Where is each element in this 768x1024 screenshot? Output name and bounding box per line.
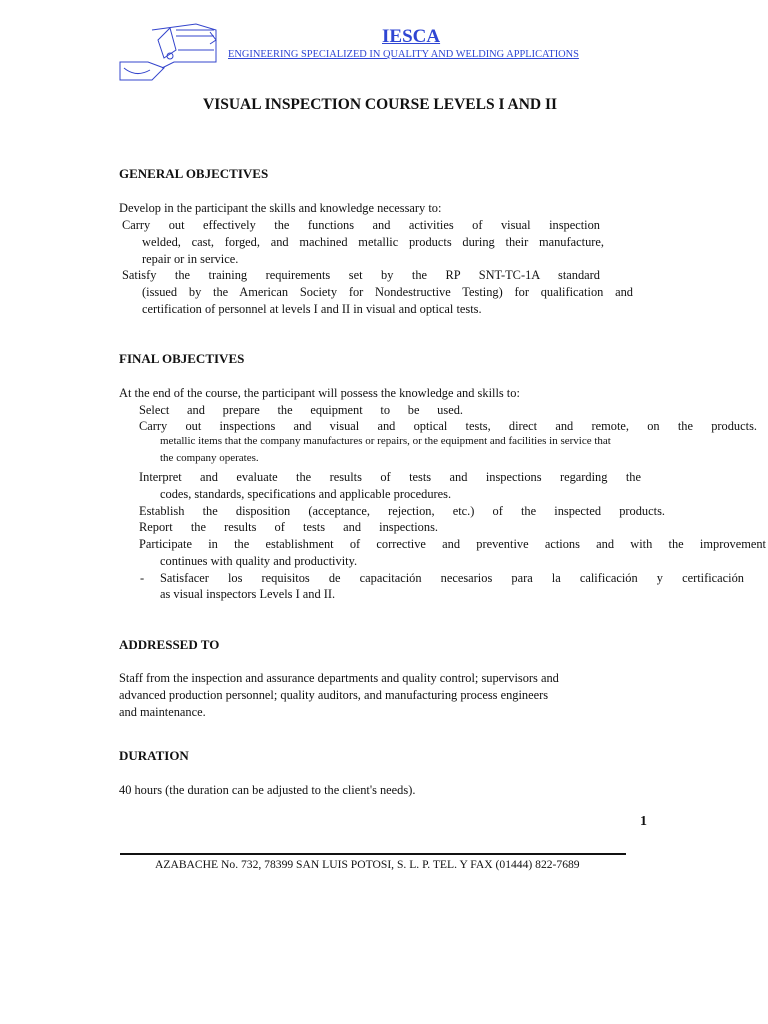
document-title: VISUAL INSPECTION COURSE LEVELS I AND II — [203, 96, 558, 113]
final-line-4: the company operates. — [160, 452, 259, 464]
final-line-2: Carry out inspections and visual and optical tests, direct and remote, on the products. — [139, 419, 757, 433]
page-number: 1 — [640, 814, 647, 829]
final-line-5: Interpret and evaluate the results of tests and inspections regarding the — [139, 470, 641, 484]
final-line-1: Select and prepare the equipment to be used. — [139, 403, 463, 417]
brand-tagline: ENGINEERING SPECIALIZED IN QUALITY AND WELDING APPLICATIONS — [228, 49, 579, 60]
final-line-9: Participate in the establishment of corrective and preventive actions and with the improvement — [139, 537, 766, 551]
final-line-8: Report the results of tests and inspections. — [139, 520, 438, 534]
addressed-line-3: and maintenance. — [119, 705, 206, 719]
general-line-1: Carry out effectively the functions and activities of visual inspection — [122, 218, 600, 232]
general-line-5: (issued by the American Society for Nondestructive Testing) for qualification and — [142, 285, 633, 299]
final-line-12: as visual inspectors Levels I and II. — [160, 587, 336, 601]
section-heading-general-objectives: GENERAL OBJECTIVES — [119, 166, 269, 181]
general-line-4: Satisfy the training requirements set by the RP SNT-TC-1A standard — [122, 268, 600, 282]
footer-divider — [120, 853, 626, 855]
footer-address: AZABACHE No. 732, 78399 SAN LUIS POTOSI, S. L. P. TEL. Y FAX (01444) 822-7689 — [155, 858, 580, 871]
final-intro: At the end of the course, the participant will possess the knowledge and skills to: — [119, 386, 520, 400]
company-logo — [118, 22, 218, 86]
final-bullet-dash: - — [140, 571, 145, 585]
final-line-7: Establish the disposition (acceptance, rejection, etc.) of the inspected products. — [139, 504, 665, 518]
section-heading-addressed-to: ADDRESSED TO — [119, 637, 220, 652]
section-heading-duration: DURATION — [119, 748, 189, 763]
general-line-3: repair or in service. — [142, 252, 239, 266]
addressed-line-1: Staff from the inspection and assurance departments and quality control; supervisors and — [119, 671, 559, 685]
final-line-3: metallic items that the company manufactures or repairs, or the equipment and facilities in service that — [160, 435, 611, 447]
general-line-2: welded, cast, forged, and machined metallic products during their manufacture, — [142, 235, 604, 249]
general-line-6: certification of personnel at levels I and II in visual and optical tests. — [142, 302, 482, 316]
duration-text: 40 hours (the duration can be adjusted to the client's needs). — [119, 783, 416, 797]
addressed-line-2: advanced production personnel; quality auditors, and manufacturing process engineers — [119, 688, 549, 702]
section-heading-final-objectives: FINAL OBJECTIVES — [119, 351, 245, 366]
final-line-11: Satisfacer los requisitos de capacitación necesarios para la calificación y certificación — [160, 571, 744, 585]
final-line-6: codes, standards, specifications and applicable procedures. — [160, 487, 452, 501]
final-line-10: continues with quality and productivity. — [160, 554, 358, 568]
brand-name: IESCA — [382, 26, 441, 47]
general-intro: Develop in the participant the skills and knowledge necessary to: — [119, 201, 442, 215]
